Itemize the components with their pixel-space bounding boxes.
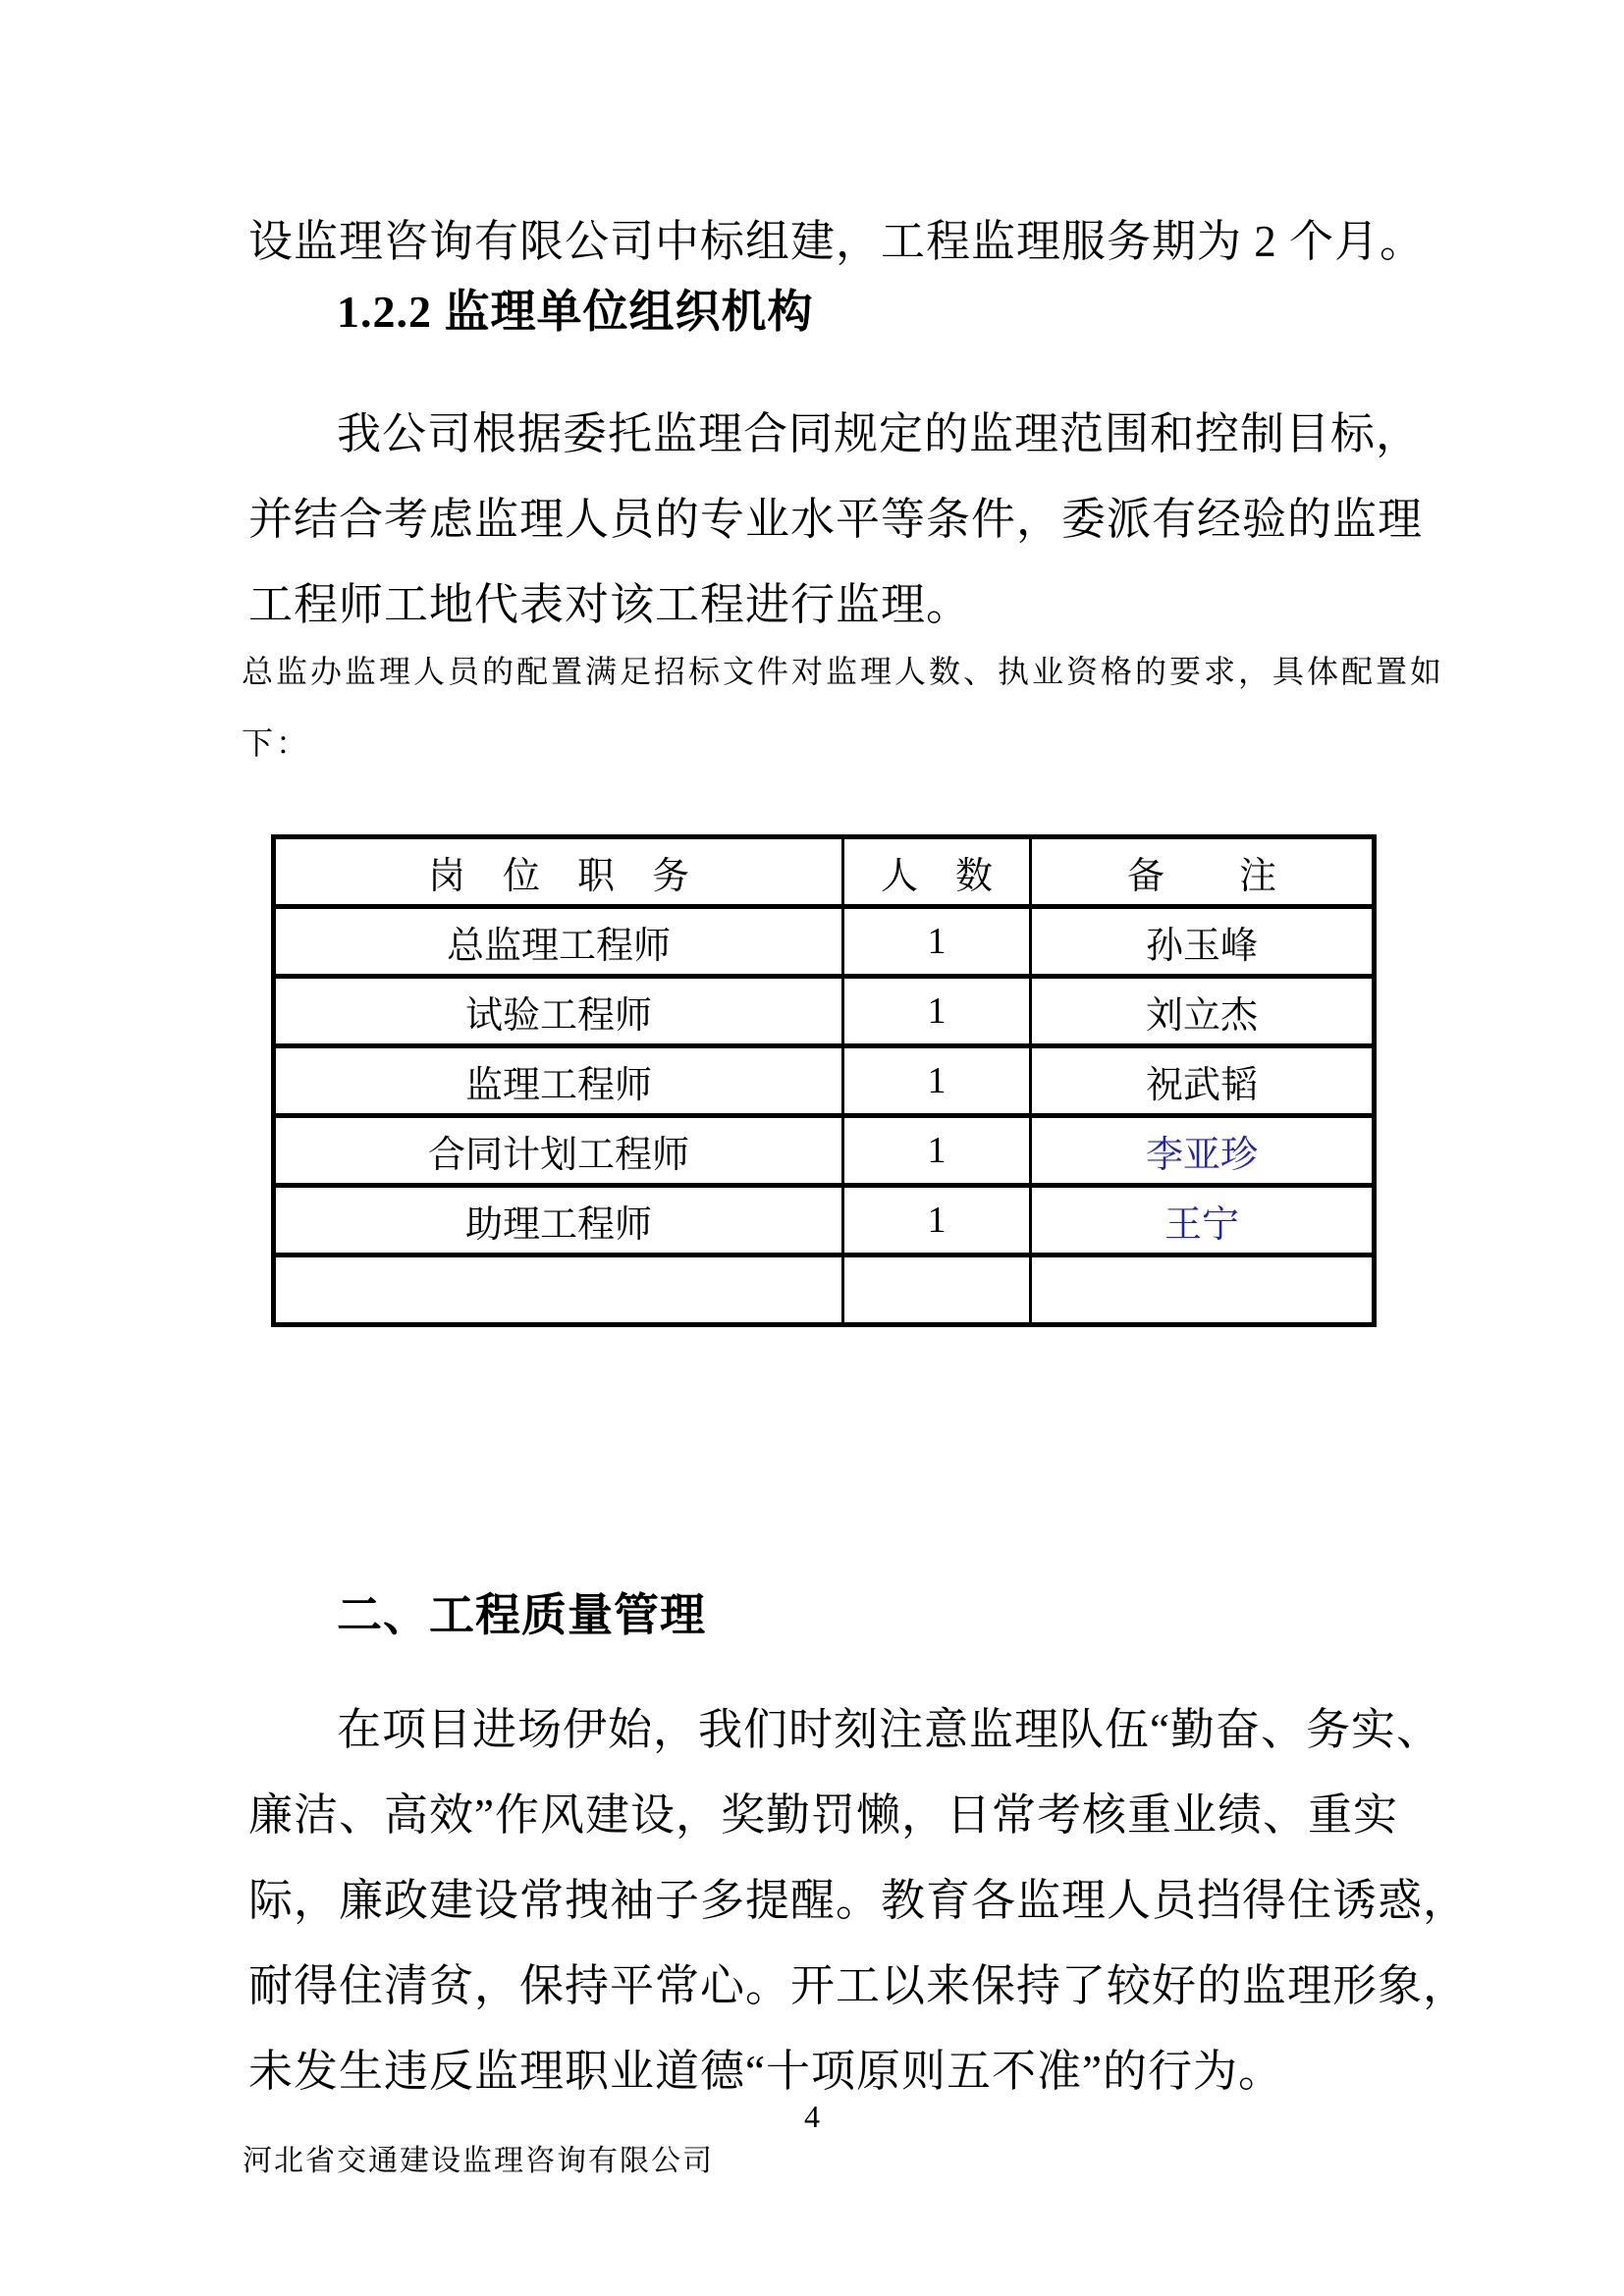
staffing-table — [271, 834, 1377, 1327]
table-row — [274, 1186, 1375, 1255]
paragraph-line: 际，廉政建设常拽袖子多提醒。教育各监理人员挡得住诱惑， — [248, 1876, 1469, 1925]
cell-name: 刘立杰 — [1031, 977, 1375, 1046]
paragraph-line: 并结合考虑监理人员的专业水平等条件，委派有经验的监理 — [248, 495, 1424, 544]
cell-name: 孙玉峰 — [1031, 907, 1375, 977]
section-2-heading: 二、工程质量管理 — [337, 1590, 706, 1640]
paragraph-line: 未发生违反监理职业道德“十项原则五不准”的行为。 — [248, 2047, 1283, 2096]
table-row-empty — [274, 1255, 1375, 1325]
cell-position: 助理工程师 — [274, 1186, 843, 1255]
cell-position — [274, 1255, 843, 1325]
cell-name: 李亚珍 — [1031, 1116, 1375, 1186]
table-header-row — [274, 837, 1375, 907]
note-line: 下： — [242, 725, 311, 761]
note-line: 总监办监理人员的配置满足招标文件对监理人数、执业资格的要求，具体配置如 — [242, 654, 1445, 689]
section-2-paragraph — [248, 1687, 1476, 2114]
cell-position: 监理工程师 — [274, 1046, 843, 1116]
staffing-note — [242, 636, 1469, 779]
header-position: 岗 位 职 务 — [274, 837, 843, 907]
cell-count: 1 — [843, 907, 1031, 977]
cell-name — [1031, 1255, 1375, 1325]
section-1-2-2-heading: 1.2.2 监理单位组织机构 — [337, 287, 814, 337]
cell-count: 1 — [843, 1186, 1031, 1255]
section-1-2-2-paragraph — [248, 392, 1476, 648]
cell-position: 合同计划工程师 — [274, 1116, 843, 1186]
paragraph-line: 我公司根据委托监理合同规定的监理范围和控制目标， — [337, 409, 1422, 458]
page-number: 4 — [804, 2099, 820, 2134]
intro-paragraph-line: 设监理咨询有限公司中标组建，工程监理服务期为 2 个月。 — [248, 217, 1426, 266]
cell-count: 1 — [843, 1116, 1031, 1186]
paragraph-line: 廉洁、高效”作风建设，奖勤罚懒，日常考核重业绩、重实 — [248, 1790, 1398, 1840]
cell-name: 祝武韬 — [1031, 1046, 1375, 1116]
header-count: 人 数 — [843, 837, 1031, 907]
table-row — [274, 907, 1375, 977]
cell-count: 1 — [843, 1046, 1031, 1116]
cell-position: 总监理工程师 — [274, 907, 843, 977]
cell-count — [843, 1255, 1031, 1325]
paragraph-line: 在项目进场伊始，我们时刻注意监理队伍“勤奋、务实、 — [337, 1705, 1441, 1754]
cell-count: 1 — [843, 977, 1031, 1046]
header-remark: 备 注 — [1031, 837, 1375, 907]
footer-company-name: 河北省交通建设监理咨询有限公司 — [243, 2145, 714, 2177]
cell-name: 王宁 — [1031, 1186, 1375, 1255]
table-row — [274, 977, 1375, 1046]
intro-paragraph — [248, 199, 1476, 285]
table-row — [274, 1046, 1375, 1116]
paragraph-line: 耐得住清贫，保持平常心。开工以来保持了较好的监理形象， — [248, 1961, 1469, 2010]
paragraph-line: 工程师工地代表对该工程进行监理。 — [248, 580, 972, 629]
cell-position: 试验工程师 — [274, 977, 843, 1046]
table-row — [274, 1116, 1375, 1186]
